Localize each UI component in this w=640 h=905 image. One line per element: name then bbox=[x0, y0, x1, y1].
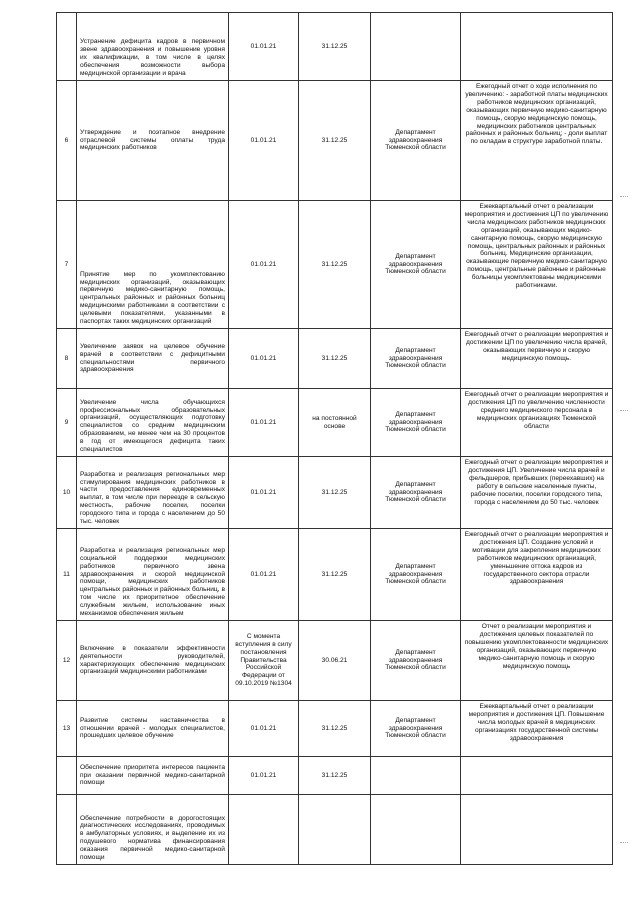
start-date: С момента вступления в силу постановления Правительства Российской Федерации от 09.10.2019 №1304 bbox=[229, 621, 299, 701]
measure-description: Обеспечение приоритета интересов пациента при оказании первичной медико-санитарной помощи bbox=[77, 757, 229, 795]
row-number: 9 bbox=[57, 389, 77, 457]
measure-description: Обеспечение потребности в дорогостоящих диагностических исследованиях, проводимых в амбулаторных условиях, и выделение их из подушевого норматива финансирования оказания первичной медико-санитарной помощи bbox=[77, 795, 229, 865]
table-row bbox=[57, 201, 613, 329]
row-number: 7 bbox=[57, 201, 77, 329]
row-number: 8 bbox=[57, 329, 77, 389]
start-date: 01.01.21 bbox=[229, 329, 299, 389]
report-description: Ежегодный отчет о реализации мероприятия и достижении ЦП по увеличению числа врачей, оказывающих первичную и скорую медицинскую помощь. bbox=[461, 329, 613, 389]
responsible-body bbox=[371, 757, 461, 795]
start-date: 01.01.21 bbox=[229, 81, 299, 201]
report-description: Отчет о реализации мероприятия и достижения целевых показателей по повышению укомплектованности медицинских организаций, оказывающих первичную медико-санитарную помощь и скорую медицинскую помощь bbox=[461, 621, 613, 701]
report-description: Ежегодный отчет о реализации мероприятия и достижения ЦП. Создание условий и мотивации для закрепления медицинских работников медицинских организаций, уменьшение оттока кадров из государственного сектора отрасли здравоохранения bbox=[461, 529, 613, 621]
table-row bbox=[57, 757, 613, 795]
measure-description: Утверждение и поэтапное внедрение отраслевой системы оплаты труда медицинских работников bbox=[77, 81, 229, 201]
report-description bbox=[461, 795, 613, 865]
measure-description: Разработка и реализация региональных мер социальной поддержки медицинских работников первичного звена здравоохранения и скорой медицинской помощи, медицинских работников центральных районных и районных больниц, в том числе их приоритетное обеспечение служебным жильем, использование иных механизмов обеспечения жильем bbox=[77, 529, 229, 621]
row-number: 13 bbox=[57, 701, 77, 757]
measure-description: Развитие системы наставничества в отношении врачей - молодых специалистов, прошедших целевое обучение bbox=[77, 701, 229, 757]
row-number: 6 bbox=[57, 81, 77, 201]
row-number: 11 bbox=[57, 529, 77, 621]
table-row bbox=[57, 81, 613, 201]
end-date: 30.06.21 bbox=[299, 621, 371, 701]
table-row bbox=[57, 529, 613, 621]
report-description: Ежегодный отчет о реализации мероприятия и достижения ЦП по увеличению численности среднего медицинского персонала в медицинских организациях Тюменской области bbox=[461, 389, 613, 457]
responsible-body bbox=[371, 13, 461, 81]
responsible-body: Департамент здравоохранения Тюменской области bbox=[371, 529, 461, 621]
report-description: Ежегодный отчет о ходе исполнения по увеличению: - заработной платы медицинских работников медицинских организаций, оказывающих первичную медико-санитарную помощь, скорую медицинскую помощь, медицинских работников центральных районных и районных больниц; - доли выплат по окладам в структуре заработной платы. bbox=[461, 81, 613, 201]
report-description bbox=[461, 13, 613, 81]
start-date: 01.01.21 bbox=[229, 201, 299, 329]
start-date bbox=[229, 795, 299, 865]
row-number bbox=[57, 13, 77, 81]
end-date: 31.12.25 bbox=[299, 13, 371, 81]
end-date: 31.12.25 bbox=[299, 529, 371, 621]
responsible-body: Департамент здравоохранения Тюменской области bbox=[371, 329, 461, 389]
start-date: 01.01.21 bbox=[229, 529, 299, 621]
measure-description: Увеличение заявок на целевое обучение врачей в соответствии с дефицитными специальностями первичного здравоохранения bbox=[77, 329, 229, 389]
end-date: 31.12.25 bbox=[299, 701, 371, 757]
table-row bbox=[57, 389, 613, 457]
scan-edge-mark bbox=[620, 196, 628, 198]
responsible-body: Департамент здравоохранения Тюменской области bbox=[371, 621, 461, 701]
start-date: 01.01.21 bbox=[229, 701, 299, 757]
end-date: 31.12.25 bbox=[299, 757, 371, 795]
responsible-body: Департамент здравоохранения Тюменской области bbox=[371, 701, 461, 757]
report-description: Ежегодный отчет о реализации мероприятия и достижения ЦП. Увеличение числа врачей и фельдшеров, прибывших (переехавших) на работу в сельские населенные пункты, рабочие поселки, поселки городского типа, города с населением до 50 тыс. человек bbox=[461, 457, 613, 529]
table-row bbox=[57, 329, 613, 389]
row-number: 10 bbox=[57, 457, 77, 529]
end-date: на постоянной основе bbox=[299, 389, 371, 457]
table-row bbox=[57, 795, 613, 865]
table-row bbox=[57, 457, 613, 529]
table-row bbox=[57, 701, 613, 757]
measure-description: Принятие мер по укомплектованию медицинских организаций, оказывающих первичную медико-санитарную помощь, центральных районных и районных больниц медицинскими работниками в соответствии с целевыми показателями, указанными в паспортах таких медицинских организаций bbox=[77, 201, 229, 329]
measure-description: Устранение дефицита кадров в первичном звене здравоохранения и повышение уровня их квалификации, в том числе в целях обеспечения возможности выбора медицинской организации и врача bbox=[77, 13, 229, 81]
responsible-body bbox=[371, 795, 461, 865]
report-description: Ежеквартальный отчет о реализации мероприятия и достижения ЦП по увеличению числа медицинских работников медицинских организаций, оказывающих медико-санитарную помощь, скорую медицинскую помощь, центральных районных и районных больниц. Медицинские организации, оказывающие первичную медико-санитарную помощь, центральные районные и районные больницы укомплектованы медицинскими работниками. bbox=[461, 201, 613, 329]
report-description: Ежеквартальный отчет о реализации мероприятия и достижения ЦП. Повышение числа молодых врачей в медицинских организациях государственной системы здравоохранения bbox=[461, 701, 613, 757]
scan-edge-mark bbox=[620, 842, 628, 844]
row-number: 12 bbox=[57, 621, 77, 701]
end-date: 31.12.25 bbox=[299, 81, 371, 201]
end-date: 31.12.25 bbox=[299, 457, 371, 529]
responsible-body: Департамент здравоохранения Тюменской области bbox=[371, 457, 461, 529]
row-number bbox=[57, 757, 77, 795]
start-date: 01.01.21 bbox=[229, 757, 299, 795]
measure-description: Увеличение числа обучающихся профессиональных образовательных организаций, осуществляющих подготовку специалистов со средним медицинским образованием, не менее чем на 30 процентов в год от имеющегося дефицита таких специалистов bbox=[77, 389, 229, 457]
start-date: 01.01.21 bbox=[229, 389, 299, 457]
table-row bbox=[57, 13, 613, 81]
measure-description: Разработка и реализация региональных мер стимулирования медицинских работников в части предоставления единовременных выплат, в том числе при переезде в сельскую местность, рабочие поселки, поселки городского типа и города с населением до 50 тыс. человек bbox=[77, 457, 229, 529]
scan-edge-mark bbox=[620, 410, 628, 412]
start-date: 01.01.21 bbox=[229, 457, 299, 529]
measure-description: Включение в показатели эффективности деятельности руководителей, характеризующих обеспечение медицинских организаций медицинскими работниками bbox=[77, 621, 229, 701]
responsible-body: Департамент здравоохранения Тюменской области bbox=[371, 201, 461, 329]
measures-table bbox=[56, 12, 613, 865]
row-number bbox=[57, 795, 77, 865]
end-date: 31.12.25 bbox=[299, 329, 371, 389]
responsible-body: Департамент здравоохранения Тюменской области bbox=[371, 81, 461, 201]
table-row bbox=[57, 621, 613, 701]
end-date: 31.12.25 bbox=[299, 201, 371, 329]
start-date: 01.01.21 bbox=[229, 13, 299, 81]
report-description bbox=[461, 757, 613, 795]
responsible-body: Департамент здравоохранения Тюменской области bbox=[371, 389, 461, 457]
end-date bbox=[299, 795, 371, 865]
